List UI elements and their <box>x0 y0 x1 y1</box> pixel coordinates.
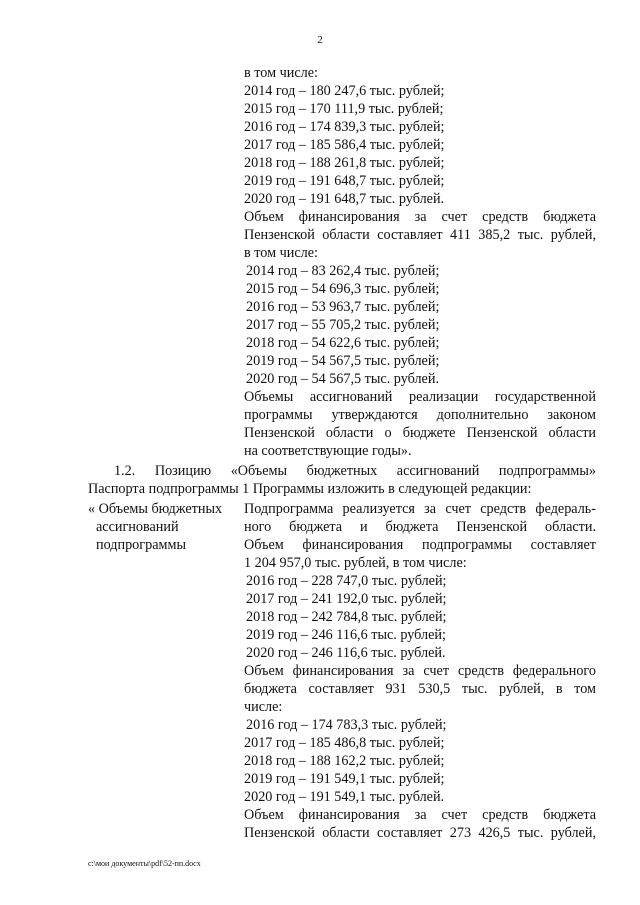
text-line: Объем финансирования за счет средств бюджета <box>244 209 596 225</box>
footer-file-path: c:\мои документы\pdf\52-пп.docx <box>88 859 201 868</box>
text-line: Пензенской области составляет 411 385,2 тыс. рублей, <box>244 227 596 243</box>
year-line: 2016 год – 174 783,3 тыс. рублей; <box>246 717 447 733</box>
table-label-line: подпрограммы <box>96 537 186 553</box>
year-line: 2017 год – 241 192,0 тыс. рублей; <box>246 591 447 607</box>
year-line: 2020 год – 191 549,1 тыс. рублей. <box>244 789 445 805</box>
text-line: программы утверждаются дополнительно законом <box>244 407 596 423</box>
text-line: числе: <box>244 699 283 715</box>
year-line: 2019 год – 191 648,7 тыс. рублей; <box>244 173 445 189</box>
year-line: 2018 год – 188 261,8 тыс. рублей; <box>244 155 445 171</box>
text-line: в том числе: <box>244 65 318 81</box>
year-line: 2020 год – 54 567,5 тыс. рублей. <box>246 371 439 387</box>
text-line: Подпрограмма реализуется за счет средств федераль- <box>244 501 596 517</box>
text-line: в том числе: <box>244 245 318 261</box>
year-line: 2017 год – 185 486,8 тыс. рублей; <box>244 735 445 751</box>
year-line: 2015 год – 54 696,3 тыс. рублей; <box>246 281 440 297</box>
year-line: 2016 год – 53 963,7 тыс. рублей; <box>246 299 440 315</box>
text-line: Объем финансирования за счет средств федерального <box>244 663 596 679</box>
text-line: Пензенской области составляет 273 426,5 тыс. рублей, <box>244 825 596 841</box>
text-line: на соответствующие годы». <box>244 443 412 459</box>
section-heading-line: 1.2. Позицию «Объемы бюджетных ассигнований подпрограммы» <box>114 463 596 479</box>
year-line: 2014 год – 180 247,6 тыс. рублей; <box>244 83 445 99</box>
text-line: Пензенской области о бюджете Пензенской области <box>244 425 596 441</box>
year-line: 2019 год – 54 567,5 тыс. рублей; <box>246 353 440 369</box>
year-line: 2016 год – 228 747,0 тыс. рублей; <box>246 573 447 589</box>
year-line: 2018 год – 188 162,2 тыс. рублей; <box>244 753 445 769</box>
year-line: 2018 год – 242 784,8 тыс. рублей; <box>246 609 447 625</box>
section-heading-line: Паспорта подпрограммы 1 Программы изложить в следующей редакции: <box>88 481 532 497</box>
year-line: 2017 год – 185 586,4 тыс. рублей; <box>244 137 445 153</box>
year-line: 2019 год – 191 549,1 тыс. рублей; <box>244 771 445 787</box>
text-line: Объем финансирования за счет средств бюджета <box>244 807 596 823</box>
text-line: Объемы ассигнований реализации государственной <box>244 389 596 405</box>
text-line: Объем финансирования подпрограммы составляет <box>244 537 596 553</box>
year-line: 2019 год – 246 116,6 тыс. рублей; <box>246 627 446 643</box>
year-line: 2014 год – 83 262,4 тыс. рублей; <box>246 263 440 279</box>
year-line: 2015 год – 170 111,9 тыс. рублей; <box>244 101 444 117</box>
page-number: 2 <box>317 34 323 46</box>
text-line: 1 204 957,0 тыс. рублей, в том числе: <box>244 555 467 571</box>
year-line: 2020 год – 191 648,7 тыс. рублей. <box>244 191 445 207</box>
year-line: 2018 год – 54 622,6 тыс. рублей; <box>246 335 440 351</box>
year-line: 2020 год – 246 116,6 тыс. рублей. <box>246 645 446 661</box>
table-label-line: ассигнований <box>96 519 179 535</box>
text-line: ного бюджета и бюджета Пензенской области. <box>244 519 596 535</box>
text-line: бюджета составляет 931 530,5 тыс. рублей, в том <box>244 681 596 697</box>
year-line: 2016 год – 174 839,3 тыс. рублей; <box>244 119 445 135</box>
table-label-line: « Объемы бюджетных <box>88 501 223 517</box>
year-line: 2017 год – 55 705,2 тыс. рублей; <box>246 317 440 333</box>
